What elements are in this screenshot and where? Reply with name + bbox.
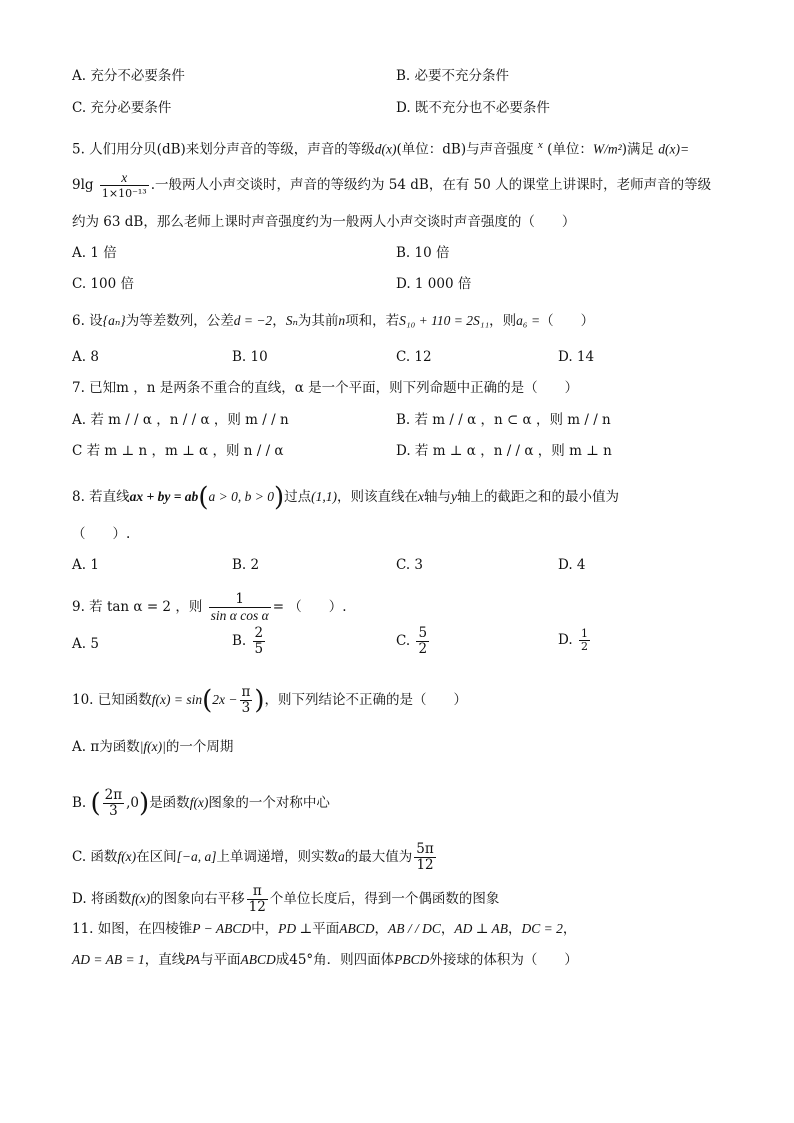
q8-option-a: A. 1 xyxy=(72,557,99,573)
q4-option-b: B. 必要不充分条件 xyxy=(396,68,510,84)
q7-option-d: D. 若 m ⊥ α ，n / / α ，则 m ⊥ n xyxy=(396,443,612,459)
q8-option-d: D. 4 xyxy=(558,557,586,573)
q9-option-b: B. $\frac{2}{5}$ xyxy=(232,625,264,657)
q11-stem-line-1: 11. 如图，在四棱锥P − ABCD中，PD ⊥平面ABCD，AB / / DC，AD ⊥ AB，DC = 2， xyxy=(72,921,577,937)
q4-option-d: D. 既不充分也不必要条件 xyxy=(396,100,550,116)
q10-option-c: C. 函数f(x)在区间[−a, a]上单调递增，则实数a的最大值为 $\frac{5\pi}{12}$ xyxy=(72,841,434,873)
q10-option-a: A. π为函数|f(x)|的一个周期 xyxy=(72,739,234,755)
q5-option-d: D. 1 000 倍 xyxy=(396,276,472,292)
q9-stem: 9. 若 tan α = 2 ，则 $\frac{1}{\text{sin α cos α}}$ = （ ）. xyxy=(72,591,347,623)
q8-stem-line-2: （ ）. xyxy=(72,526,131,542)
q5-stem-line-3: 约为 63 dB，那么老师上课时声音强度约为一般两人小声交谈时声音强度的（ ） xyxy=(72,214,576,230)
q5-stem-line-1: 5. 人们用分贝(dB)来划分声音的等级，声音的等级d(x)(单位：dB)与声音强度 $^x$ (单位：W/m²)满足 d(x)= xyxy=(72,139,690,158)
q4-option-c: C. 充分必要条件 xyxy=(72,100,172,116)
q5-option-c: C. 100 倍 xyxy=(72,276,134,292)
q8-option-b: B. 2 xyxy=(232,557,260,573)
q7-option-b: B. 若 m / / α ，n ⊂ α ，则 m / / n xyxy=(396,412,611,428)
q6-stem: 6. 设{aₙ}为等差数列，公差d = −2，Sₙ为其前n项和，若S₁₀ + 110 = 2S₁₁，则a₆ =（ ） xyxy=(72,313,595,329)
q7-option-a: A. 若 m / / α ，n / / α ，则 m / / n xyxy=(72,412,289,428)
q9-option-d: D. $\frac{1}{2}$ xyxy=(558,627,588,653)
q9-option-a: A. 5 xyxy=(72,636,99,652)
q5-stem-line-2: 9lg $\frac{x}{\text{1×10⁻¹³}}$ .一般两人小声交谈时，声音的等级约为 54 dB，在有 50 人的课堂上讲课时，老师声音的等级 xyxy=(72,170,712,200)
q11-stem-line-2: AD = AB = 1，直线PA与平面ABCD成45°角．则四面体PBCD外接球的体积为（ ） xyxy=(72,952,578,968)
q5-fraction: $\frac{x}{\text{1×10⁻¹³}}$ xyxy=(101,170,147,200)
q6-option-a: A. 8 xyxy=(72,349,99,365)
q5-option-a: A. 1 倍 xyxy=(72,245,117,261)
q6-option-d: D. 14 xyxy=(558,349,595,365)
q10-stem: 10. 已知函数f(x) = sin(2x − $\frac{\pi}{3}$ )，则下列结论不正确的是（ ） xyxy=(72,684,468,716)
q9-fraction: $\frac{1}{\text{sin α cos α}}$ xyxy=(210,591,269,623)
q7-option-c: C 若 m ⊥ n ，m ⊥ α ，则 n / / α xyxy=(72,443,284,459)
q6-option-c: C. 12 xyxy=(396,349,432,365)
q6-option-b: B. 10 xyxy=(232,349,268,365)
q10-option-d: D. 将函数f(x)的图象向右平移 $\frac{\pi}{12}$ 个单位长度后，得到一个偶函数的图象 xyxy=(72,883,500,915)
q9-option-c: C. $\frac{5}{2}$ xyxy=(396,625,428,657)
q8-option-c: C. 3 xyxy=(396,557,424,573)
q7-stem: 7. 已知m ，n 是两条不重合的直线，α 是一个平面，则下列命题中正确的是（ ） xyxy=(72,380,579,396)
q4-option-a: A. 充分不必要条件 xyxy=(72,68,185,84)
q5-option-b: B. 10 倍 xyxy=(396,245,450,261)
q10-option-b: B. ( $\frac{2\pi}{3}$ ,0)是函数f(x)图象的一个对称中心 xyxy=(72,787,330,819)
q8-stem-line-1: 8. 若直线ax + by = ab(a > 0, b > 0)过点(1,1)，则该直线在x轴与y轴上的截距之和的最小值为 xyxy=(72,482,619,513)
